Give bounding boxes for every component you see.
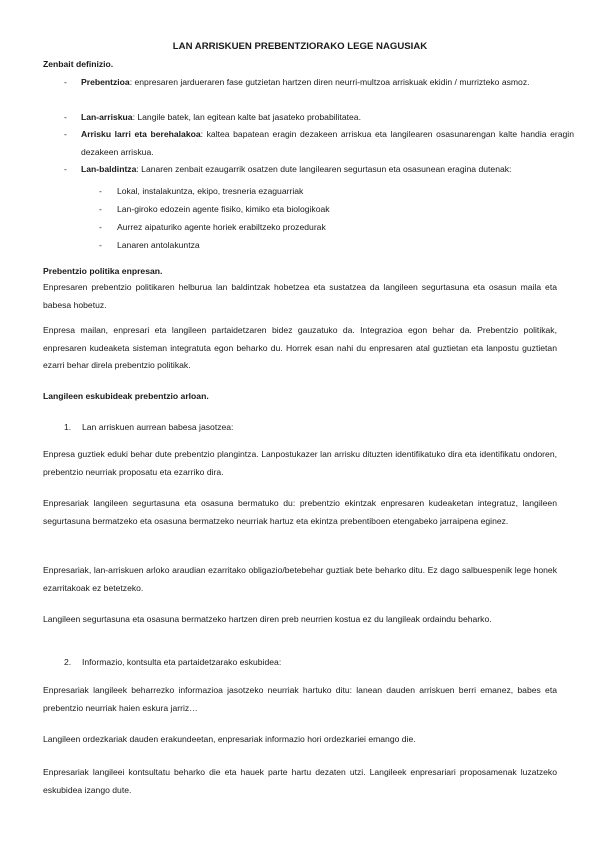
dash-bullet: - xyxy=(99,204,102,214)
numbered-section-title xyxy=(64,419,233,437)
definition-text: : enpresaren jardueraren fase gutzietan hartzen diren neurri-multzoa arriskuak ekidin / murrizteko asmoz. xyxy=(129,77,530,87)
definition-item xyxy=(64,109,574,127)
definition-item xyxy=(64,126,574,161)
paragraph: Enpresa guztiek eduki behar dute prebentzio plangintza. Lanpostukazer lan arrisku dituzten identifikatuko dira eta identifikatu ondoren, prebentzio neurriak proposatu eta ezarriko dira. xyxy=(43,449,557,477)
definition-term: Arrisku larri eta berehalakoa xyxy=(81,129,201,139)
dash-bullet: - xyxy=(64,164,67,174)
definition-text: : Langile batek, lan egitean kalte bat jasateko probabilitatea. xyxy=(132,112,361,122)
definition-term: Prebentzioa xyxy=(81,77,130,87)
dash-bullet: - xyxy=(64,129,67,139)
section-title: Lan arriskuen aurrean babesa jasotzea: xyxy=(82,422,234,432)
definitions-heading: Zenbait definizio. xyxy=(43,59,114,69)
policy-heading: Prebentzio politika enpresan. xyxy=(43,266,163,276)
dash-bullet: - xyxy=(99,240,102,250)
dash-bullet: - xyxy=(64,112,67,122)
section-number: 2. xyxy=(64,657,72,667)
paragraph: Enpresariak langileei kontsultatu beharko die eta hauek parte hartu dezaten utzi. Langileek enpresariari proposamenak luzatzeko eskubidea izango dute. xyxy=(43,767,557,795)
dash-bullet: - xyxy=(64,77,67,87)
paragraph: Enpresaren prebentzio politikaren helburua lan baldintzak hobetzea eta sustatzea da langileen segurtasuna eta osasun maila eta babesa hobetuz. xyxy=(43,282,557,310)
section-title: Informazio, kontsulta eta partaidetzarako eskubidea: xyxy=(82,657,282,667)
definition-term: Lan-arriskua xyxy=(81,112,133,122)
definition-text: : kaltea bapatean eragin dezakeen arriskua eta langilearen osasunarengan kalte handia eragin dezakeen arriskua. xyxy=(81,129,574,157)
definition-item xyxy=(64,161,574,179)
rights-heading: Langileen eskubideak prebentzio arloan. xyxy=(43,391,209,401)
numbered-section-title xyxy=(64,654,281,672)
dash-bullet: - xyxy=(99,222,102,232)
dash-bullet: - xyxy=(99,186,102,196)
sub-list-item: - Lokal, instalakuntza, ekipo, tresneria ezaguarriak xyxy=(99,183,303,201)
paragraph: Langileen segurtasuna eta osasuna bermatzeko hartzen diren preb neurrien kostua ez du langileak ordaindu beharko. xyxy=(43,614,492,624)
sub-list-item: - Lan-giroko edozein agente fisiko, kimiko eta biologikoak xyxy=(99,201,330,219)
definition-term: Lan-baldintza xyxy=(81,164,137,174)
paragraph: Enpresariak langileen segurtasuna eta osasuna bermatuko du: prebentzio ekintzak enpresaren kudeaketan integratuz, langileen segurtasuna bermatzeko eta osasuna bermatzeko neurriak hartuz eta ekintza prebentiboen etengabeko jarraipena eginez. xyxy=(43,498,557,526)
sub-list-item: - Lanaren antolakuntza xyxy=(99,237,200,255)
paragraph: Enpresa mailan, enpresari eta langileen partaidetzaren bidez gauzatuko da. Integrazioa egon behar da. Prebentzio politikak, enpresaren kudeaketa sisteman integratuta egon beharko du. Horrek esan nahi du enpresaren atal guztietan eta lanpostu guztietan ezarri behar direla prebentzio politikak. xyxy=(43,325,557,370)
definition-text: : Lanaren zenbait ezaugarrik osatzen dute langilearen segurtasun eta osasunean eragina dutenak: xyxy=(136,164,512,174)
paragraph: Enpresariak, lan-arriskuen arloko araudian ezarritako obligazio/betebehar guztiak bete beharko ditu. Ez dago salbuespenik lege honek ezarritakoak ez betetzeko. xyxy=(43,565,557,593)
definition-item xyxy=(64,74,574,92)
sub-list-item: - Aurrez aipaturiko agente horiek erabiltzeko prozedurak xyxy=(99,219,326,237)
section-number: 1. xyxy=(64,422,72,432)
page-title: LAN ARRISKUEN PREBENTZIORAKO LEGE NAGUSIAK xyxy=(172,41,428,52)
paragraph: Enpresariak langileek beharrezko informazioa jasotzeko neurriak hartuko ditu: lanean dauden arriskuen berri emanez, babes eta prebentzio neurriak haien eskura jarriz… xyxy=(43,685,557,713)
paragraph: Langileen ordezkariak dauden erakundeetan, enpresariak informazio hori ordezkariei emango die. xyxy=(43,734,416,744)
